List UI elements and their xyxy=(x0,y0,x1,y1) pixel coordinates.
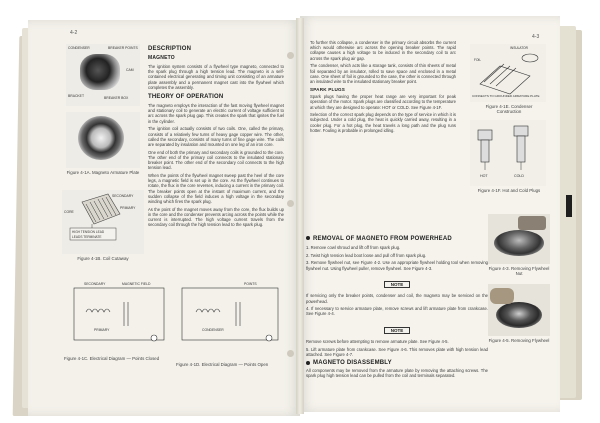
figure-c-caption: Figure 4-1C. Electrical Diagram — Points Closed xyxy=(64,356,160,361)
left-page-number: 4-2 xyxy=(70,30,78,36)
right-paragraph-1: To further this collapse, a condenser in the primary circuit absorbs the current which would otherwise arc across the opening breaker points. The rapid collapse causes a high voltage to be induced in the secondary coil to arc across the spark plug air gap. xyxy=(310,40,456,61)
gutter xyxy=(296,18,304,414)
armature-detail-photo xyxy=(78,116,124,160)
flywheel-nut-photo xyxy=(494,230,544,256)
diagram-label-secondary: SECONDARY xyxy=(84,282,106,286)
left-paragraph-6: As the point of the magnet moves away from the core, the flux builds up in the core and the condenser prevents arcing across the points while the current is interrupted. The high voltage current travels from the secondary coil through the high tension lead to the spark plug. xyxy=(148,206,284,228)
label-cam: CAM xyxy=(126,68,134,72)
circuit-diagram xyxy=(64,282,286,352)
label-high-tension-lead: HIGH TENSION LEAD xyxy=(72,230,105,234)
right-paragraph-2: The condenser, which acts like a storage tank, consists of thin sheets of metal foil separated by an insulator, rolled to save space and enclosed in a metal case. One sheet of foil is grounded to the case, the other is connected through an insulated wire to the insulated stationary breaker point. xyxy=(310,63,456,84)
hand-tool-photo xyxy=(518,216,546,230)
removal-section xyxy=(306,236,488,381)
removal-step-6: 5. Lift armature plate from crankcase. See Figure 4-6. This removes plate with high tension lead attached. See Figure 4-7. xyxy=(306,346,488,358)
figure-armature-plate xyxy=(66,44,140,106)
label-bracket: BRACKET xyxy=(68,94,85,98)
figure-b-caption: Figure 4-1B. Coil Cutaway xyxy=(77,256,129,261)
figure-3-caption: Figure 4-3. Removing Flywheel Nut xyxy=(488,266,550,276)
label-breaker-box: BREAKER BOX xyxy=(104,96,129,100)
figure-removing-flywheel xyxy=(488,284,550,336)
left-paragraph-1: The ignition system consists of a flywheel type magneto, connected to the spark plug through a high tension lead. The magneto is a self-contained electrical generating and timing unit consisting of an armature plate assembly and a permanent magnet cast into the flywheel which completes the assembly. xyxy=(148,64,284,90)
flywheel-photo xyxy=(496,302,542,328)
left-paragraph-3: The ignition coil actually consists of two coils. One, called the primary, consists of a relatively few turns of heavy gage copper wire. The other, called the secondary, consists of many turns of fine gage wire. The coils are separated by insulation and mounted on one leg of an iron core. xyxy=(148,126,284,147)
bullet-removal xyxy=(306,236,310,240)
right-paragraph-4: Selection of the correct spark plug depends on the type of service in which it is subjected. Under a cold plug, the heat is quickly carried away, resulting in a cooler plug. For a hot plug, the heat travels a long path and the plug runs hotter. Fouling is probable in prolonged idling. xyxy=(310,112,456,133)
section-title-theory: THEORY OF OPERATION xyxy=(148,94,224,101)
figure-d-caption: Figure 4-1D. Electrical Diagram — Points Open xyxy=(176,362,269,367)
subsection-magneto: MAGNETO xyxy=(148,55,175,61)
section-title-removal xyxy=(306,236,488,242)
binding-hole-bottom xyxy=(287,350,294,357)
diagram-label-points: POINTS xyxy=(244,282,257,286)
figure-f-caption: Figure 4-1F. Hot and Cold Plugs xyxy=(477,188,541,193)
right-paragraph-3: Spark plugs having the proper heat range are very important for peak operation of the motor. Spark plugs are classified according to the temperature at which they are designed to operate: HOT or COLD. See Figure 4-1F. xyxy=(310,94,456,110)
section-title-disassembly xyxy=(306,360,488,366)
removal-step-3: 3. Remove flywheel nut, see Figure 4-2. Use an appropriate flywheel holding tool when removing flywheel nut. Using flywheel puller, remove flywheel. See Figure 4-3. xyxy=(306,260,488,271)
label-connects: CONNECTS TO GROUNDED ARMATURE PLATE xyxy=(472,94,540,98)
right-text-column xyxy=(310,40,456,136)
armature-photo xyxy=(80,54,120,90)
note-label-1: NOTE xyxy=(384,281,411,288)
figure-coil-cutaway xyxy=(62,190,144,254)
removal-title-text: REMOVAL OF MAGNETO FROM POWERHEAD xyxy=(313,236,452,242)
diagram-label-condenser: CONDENSER xyxy=(202,328,224,332)
left-paragraph-5: When the points of the flywheel magnet sweep past the heel of the core legs, a magnetic field is set up in the core. As the flywheel continues to rotate, the flux in the core reverses, inducing a current in the primary coil. The breaker points open at the instant of maximum current, and the sudden collapse of the field induces a high voltage in the secondary winding which fires the spark plug. xyxy=(148,172,284,204)
removal-step-2: 2. Twist high tension lead boot loose and pull off from spark plug. xyxy=(306,252,427,258)
section-title-spark-plugs: SPARK PLUGS xyxy=(310,87,346,93)
binding-hole-mid xyxy=(287,200,294,207)
left-paragraph-4: One end of both the primary and secondary coils is grounded to the core. The other end of the primary coil connects to the insulated stationary breaker point. The other end of the secondary coil connects to the high tension lead. xyxy=(148,149,284,171)
left-paragraph-2: The magneto employs the interaction of the fast moving flywheel magnet and stationary coil to generate an electric current of voltage sufficient to arc across the spark plug gap. This creates the spark that ignites the fuel in the cylinder. xyxy=(148,103,284,124)
note-1 xyxy=(306,273,488,291)
figure-condenser-construction xyxy=(470,44,546,102)
bullet-disassembly xyxy=(306,361,310,365)
note-label-2: NOTE xyxy=(384,327,411,334)
label-breaker-points: BREAKER POINTS xyxy=(108,46,138,50)
removal-step-5: Remove screws before attempting to remove armature plate. See Figure 4-5. xyxy=(306,339,449,345)
removal-step-4: 4. If necessary to service armature plate, remove screws and lift armature plate from crankcase. See Figure 4-4. xyxy=(306,306,488,317)
binding-hole-top xyxy=(287,52,294,59)
figure-e-caption: Figure 4-1E. Condenser Construction xyxy=(485,104,533,114)
label-insulator: INSULATOR xyxy=(510,46,528,50)
right-paragraph-5: All components may be removed from the armature plate by removing the attaching screws. The spark plug high tension lead can be pulled from the coil and terminals separated. xyxy=(306,368,488,379)
hand-photo xyxy=(490,288,514,304)
section-title-description: DESCRIPTION xyxy=(148,46,192,52)
figure-a-caption: Figure 4-1A. Magneto Armature Plate xyxy=(66,170,140,175)
figure-5-caption: Figure 4-5. Removing Flywheel xyxy=(488,338,550,343)
label-foil: FOIL xyxy=(474,58,482,62)
left-text-column xyxy=(148,46,284,230)
diagram-label-primary: PRIMARY xyxy=(94,328,110,332)
label-condenser: CONDENSER xyxy=(68,46,90,50)
note-1-text: If servicing only the breaker points, condenser and coil, the magneto may be serviced on the powerhead. xyxy=(306,293,488,304)
diagram-label-magnetic-field: MAGNETIC FIELD xyxy=(122,282,151,286)
figure-removing-flywheel-nut xyxy=(488,214,550,264)
label-core: CORE xyxy=(64,210,74,214)
electrical-diagram-closed xyxy=(64,282,286,352)
label-secondary: SECONDARY xyxy=(112,194,134,198)
figure-hot-cold-plugs xyxy=(470,120,546,186)
figure-armature-plate-detail xyxy=(66,112,140,168)
coil-cutaway-drawing xyxy=(62,190,144,254)
label-primary: PRIMARY xyxy=(120,206,136,210)
label-leads-terminate: LEADS TERMINATE xyxy=(72,235,102,239)
label-hot: HOT xyxy=(480,174,488,178)
right-page-number: 4-3 xyxy=(532,34,540,40)
removal-step-1: 1. Remove cowl shroud and lift off from spark plug. xyxy=(306,245,401,250)
note-2 xyxy=(306,319,488,337)
disassembly-title-text: MAGNETO DISASSEMBLY xyxy=(313,360,392,367)
section-tab xyxy=(566,195,572,217)
label-cold: COLD xyxy=(514,174,524,178)
